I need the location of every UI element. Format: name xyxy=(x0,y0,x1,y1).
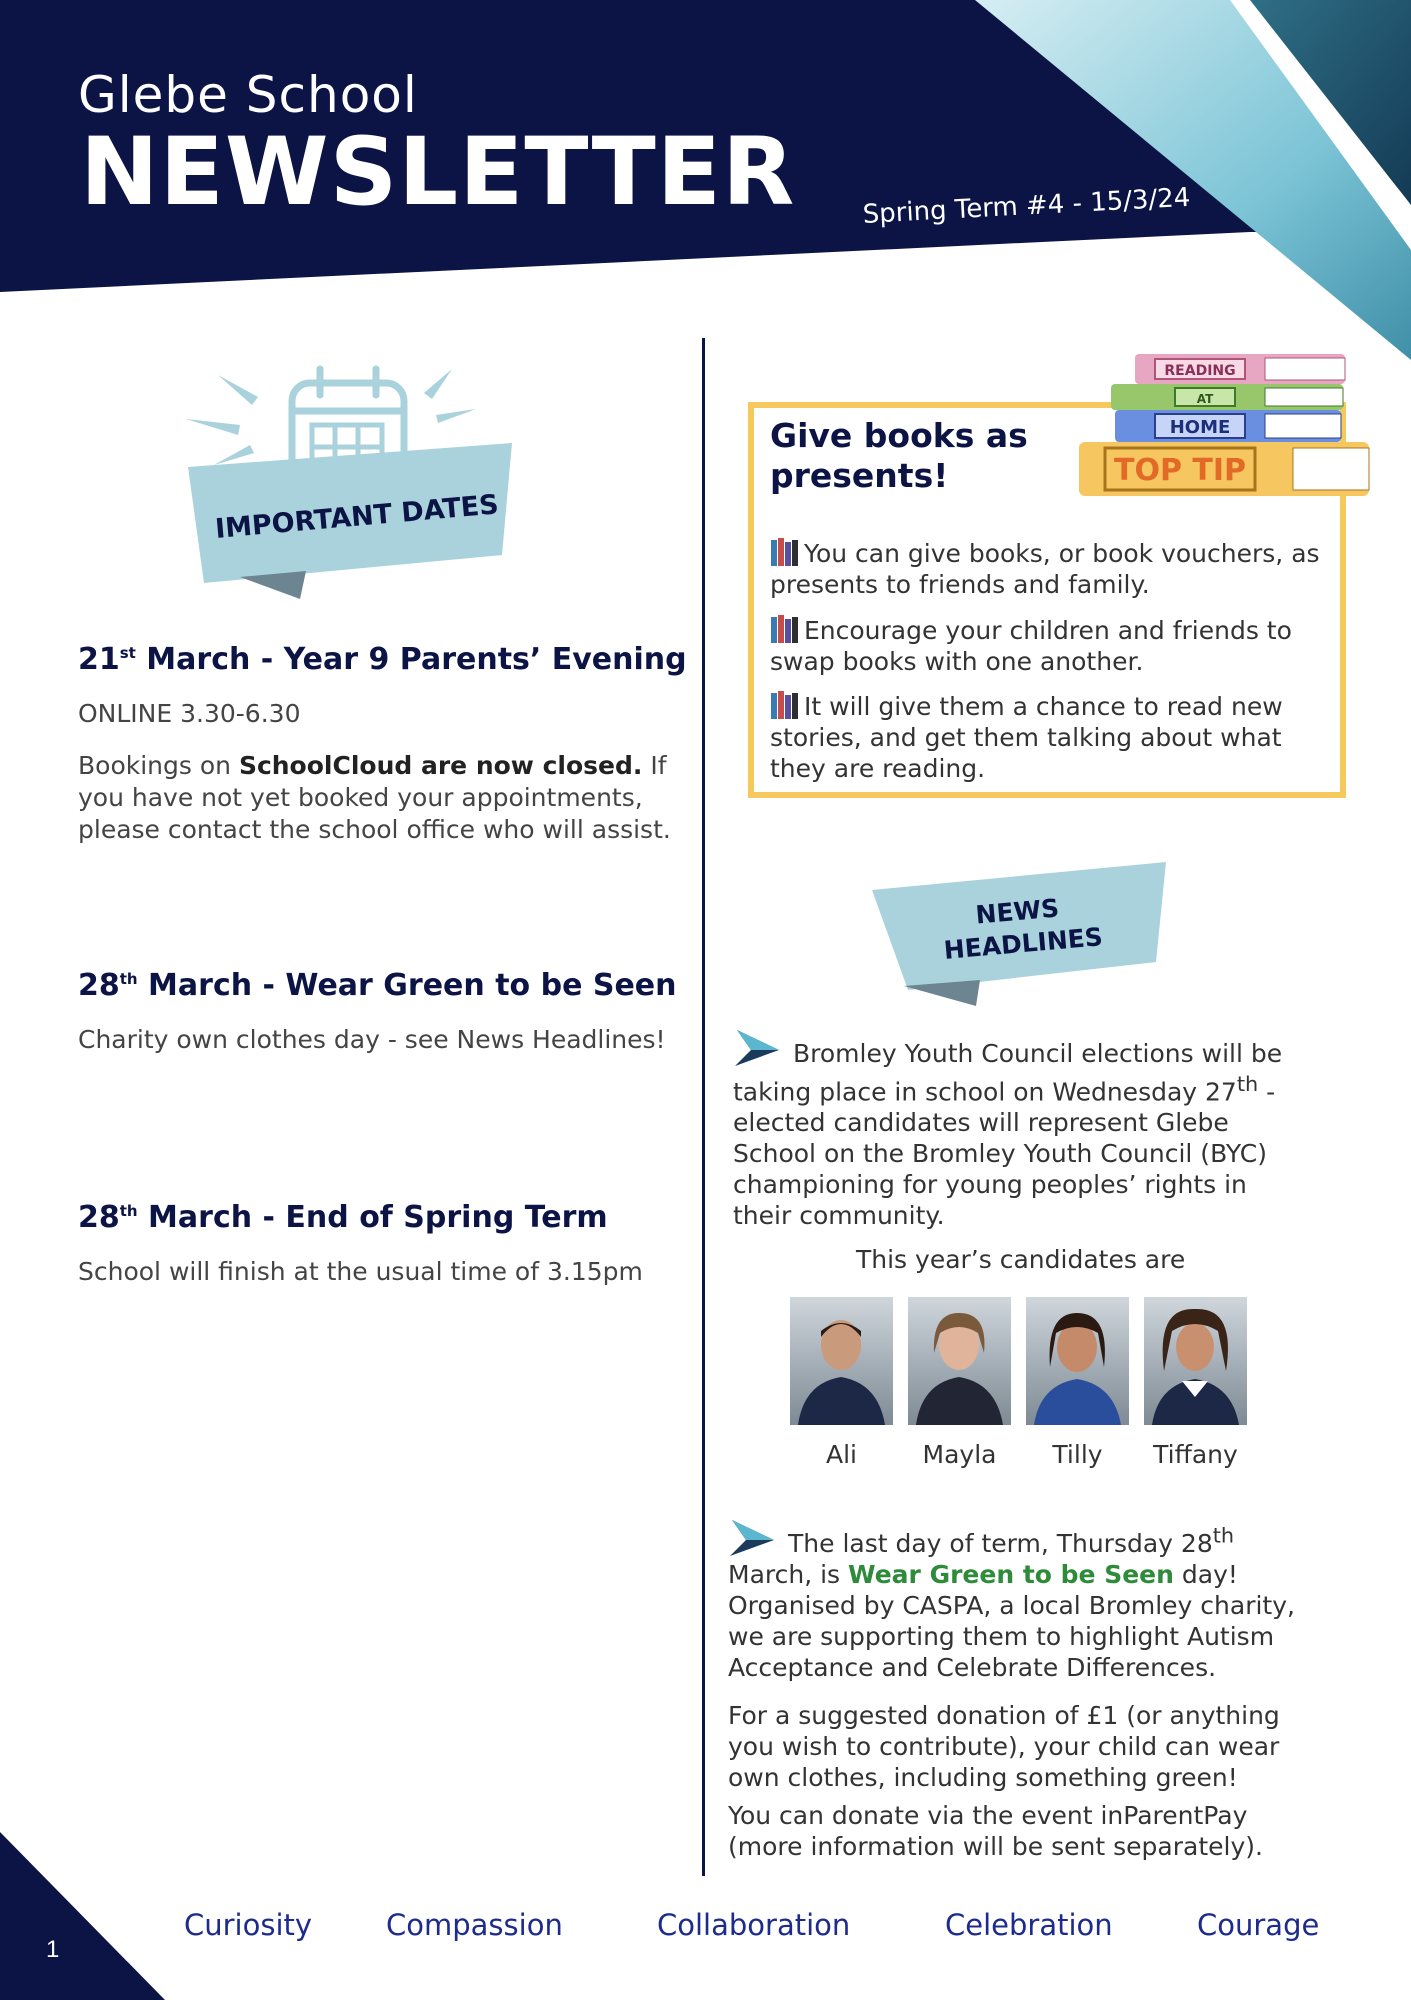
candidates-intro: This year’s candidates are xyxy=(856,1245,1186,1274)
event-3-title xyxy=(78,1200,608,1235)
school-name: Glebe School xyxy=(78,66,418,124)
news-banner-line1: NEWS xyxy=(974,893,1061,930)
event-2-heading: March - Wear Green to be Seen xyxy=(137,968,677,1003)
arrow-bullet-icon xyxy=(733,1028,781,1068)
badge-at-text: AT xyxy=(1196,392,1214,406)
page-number: 1 xyxy=(46,1936,60,1963)
books-icon xyxy=(770,615,800,643)
candidate-photo-tiffany xyxy=(1144,1297,1247,1425)
green-text-mid: March, is xyxy=(728,1560,849,1589)
footer-corner xyxy=(0,1832,165,2000)
event-1-title xyxy=(78,642,687,677)
byc-text-pre: Bromley Youth Council elections will be taking place in school on Wednesday 27 xyxy=(733,1039,1283,1107)
wear-green-paragraph xyxy=(728,1518,1308,1683)
event-1-heading: March - Year 9 Parents’ Evening xyxy=(135,642,687,677)
svg-text:IMPORTANT DATES: IMPORTANT DATES xyxy=(213,489,500,545)
event-3-day: 28 xyxy=(78,1200,120,1235)
books-icon xyxy=(770,691,800,719)
value-curiosity: Curiosity xyxy=(184,1908,313,1942)
tip-item xyxy=(770,615,1330,677)
books-icon xyxy=(770,538,800,566)
event-1-suffix: st xyxy=(119,644,136,662)
event-3-description: School will finish at the usual time of 3.15pm xyxy=(78,1257,643,1286)
tip-item-text-2: Encourage your children and friends to swap books with one another. xyxy=(770,616,1292,676)
tip-item-text-3: It will give them a chance to read new stories, and get them talking about what they are reading. xyxy=(770,692,1283,783)
tip-item-text-1: You can give books, or book vouchers, as presents to friends and family. xyxy=(770,539,1320,599)
byc-paragraph xyxy=(733,1028,1313,1231)
event-3-heading: March - End of Spring Term xyxy=(137,1200,608,1235)
wear-green-highlight: Wear Green to be Seen xyxy=(848,1560,1174,1589)
column-divider xyxy=(702,338,705,1876)
value-collaboration: Collaboration xyxy=(657,1908,851,1942)
event-2-title xyxy=(78,968,677,1003)
tip-item xyxy=(770,538,1330,600)
book-home xyxy=(1115,410,1341,442)
candidate-photo-tilly xyxy=(1026,1297,1129,1425)
event-1-desc-pre: Bookings on xyxy=(78,751,239,780)
books-stack-illustration xyxy=(1075,350,1375,510)
book-reading xyxy=(1135,354,1345,384)
newsletter-title: NEWSLETTER xyxy=(80,118,796,227)
event-1-desc-bold: SchoolCloud are now closed. xyxy=(238,751,643,780)
event-2-day: 28 xyxy=(78,968,120,1003)
event-2-suffix: th xyxy=(119,970,138,988)
event-1-day: 21 xyxy=(78,642,120,677)
candidate-photo-mayla xyxy=(908,1297,1011,1425)
candidate-name: Tiffany xyxy=(1153,1440,1238,1469)
value-compassion: Compassion xyxy=(386,1908,563,1942)
book-at xyxy=(1111,384,1343,410)
important-dates-banner xyxy=(180,355,530,605)
badge-tip-text: TOP TIP xyxy=(1113,453,1247,488)
value-celebration: Celebration xyxy=(945,1908,1113,1942)
event-1-description xyxy=(78,750,678,846)
green-text-post: day! Organised by CASPA, a local Bromley charity, we are supporting them to highlight Autism Acceptance and Celebrate Differences. xyxy=(728,1560,1295,1682)
book-top-tip xyxy=(1079,442,1369,496)
byc-text-post: - elected candidates will represent Glebe School on the Bromley Youth Council (BYC) championing for young peoples’ rights in their community. xyxy=(733,1077,1276,1231)
byc-text-sup: th xyxy=(1236,1072,1259,1096)
badge-reading-text: READING xyxy=(1164,363,1236,379)
green-text-sup: th xyxy=(1212,1523,1235,1548)
candidate-photo-ali xyxy=(790,1297,893,1425)
value-courage: Courage xyxy=(1197,1908,1320,1942)
candidate-name: Ali xyxy=(826,1440,857,1469)
news-banner-line2: HEADLINES xyxy=(942,922,1104,965)
badge-home-text: HOME xyxy=(1169,417,1231,438)
event-2-description: Charity own clothes day - see News Headlines! xyxy=(78,1025,666,1054)
donation-paragraph: For a suggested donation of £1 (or anything you wish to contribute), your child can wear own clothes, including something green! xyxy=(728,1701,1280,1792)
candidate-name: Tilly xyxy=(1052,1440,1103,1469)
green-text-pre: The last day of term, Thursday 28 xyxy=(788,1529,1213,1558)
arrow-bullet-icon xyxy=(728,1518,776,1558)
term-label: Spring Term #4 - 15/3/24 xyxy=(862,182,1192,230)
candidate-name: Mayla xyxy=(922,1440,997,1469)
event-1-desc-post: If you have not yet booked your appointments, please contact the school office who will assist. xyxy=(78,751,671,844)
news-headlines-banner xyxy=(868,858,1178,1008)
tip-item xyxy=(770,691,1330,784)
parentpay-paragraph: You can donate via the event inParentPay (more information will be sent separately). xyxy=(728,1801,1263,1861)
event-3-suffix: th xyxy=(119,1202,138,1220)
event-1-time: ONLINE 3.30-6.30 xyxy=(78,699,301,728)
top-tip-title: Give books as presents! xyxy=(770,416,1028,495)
